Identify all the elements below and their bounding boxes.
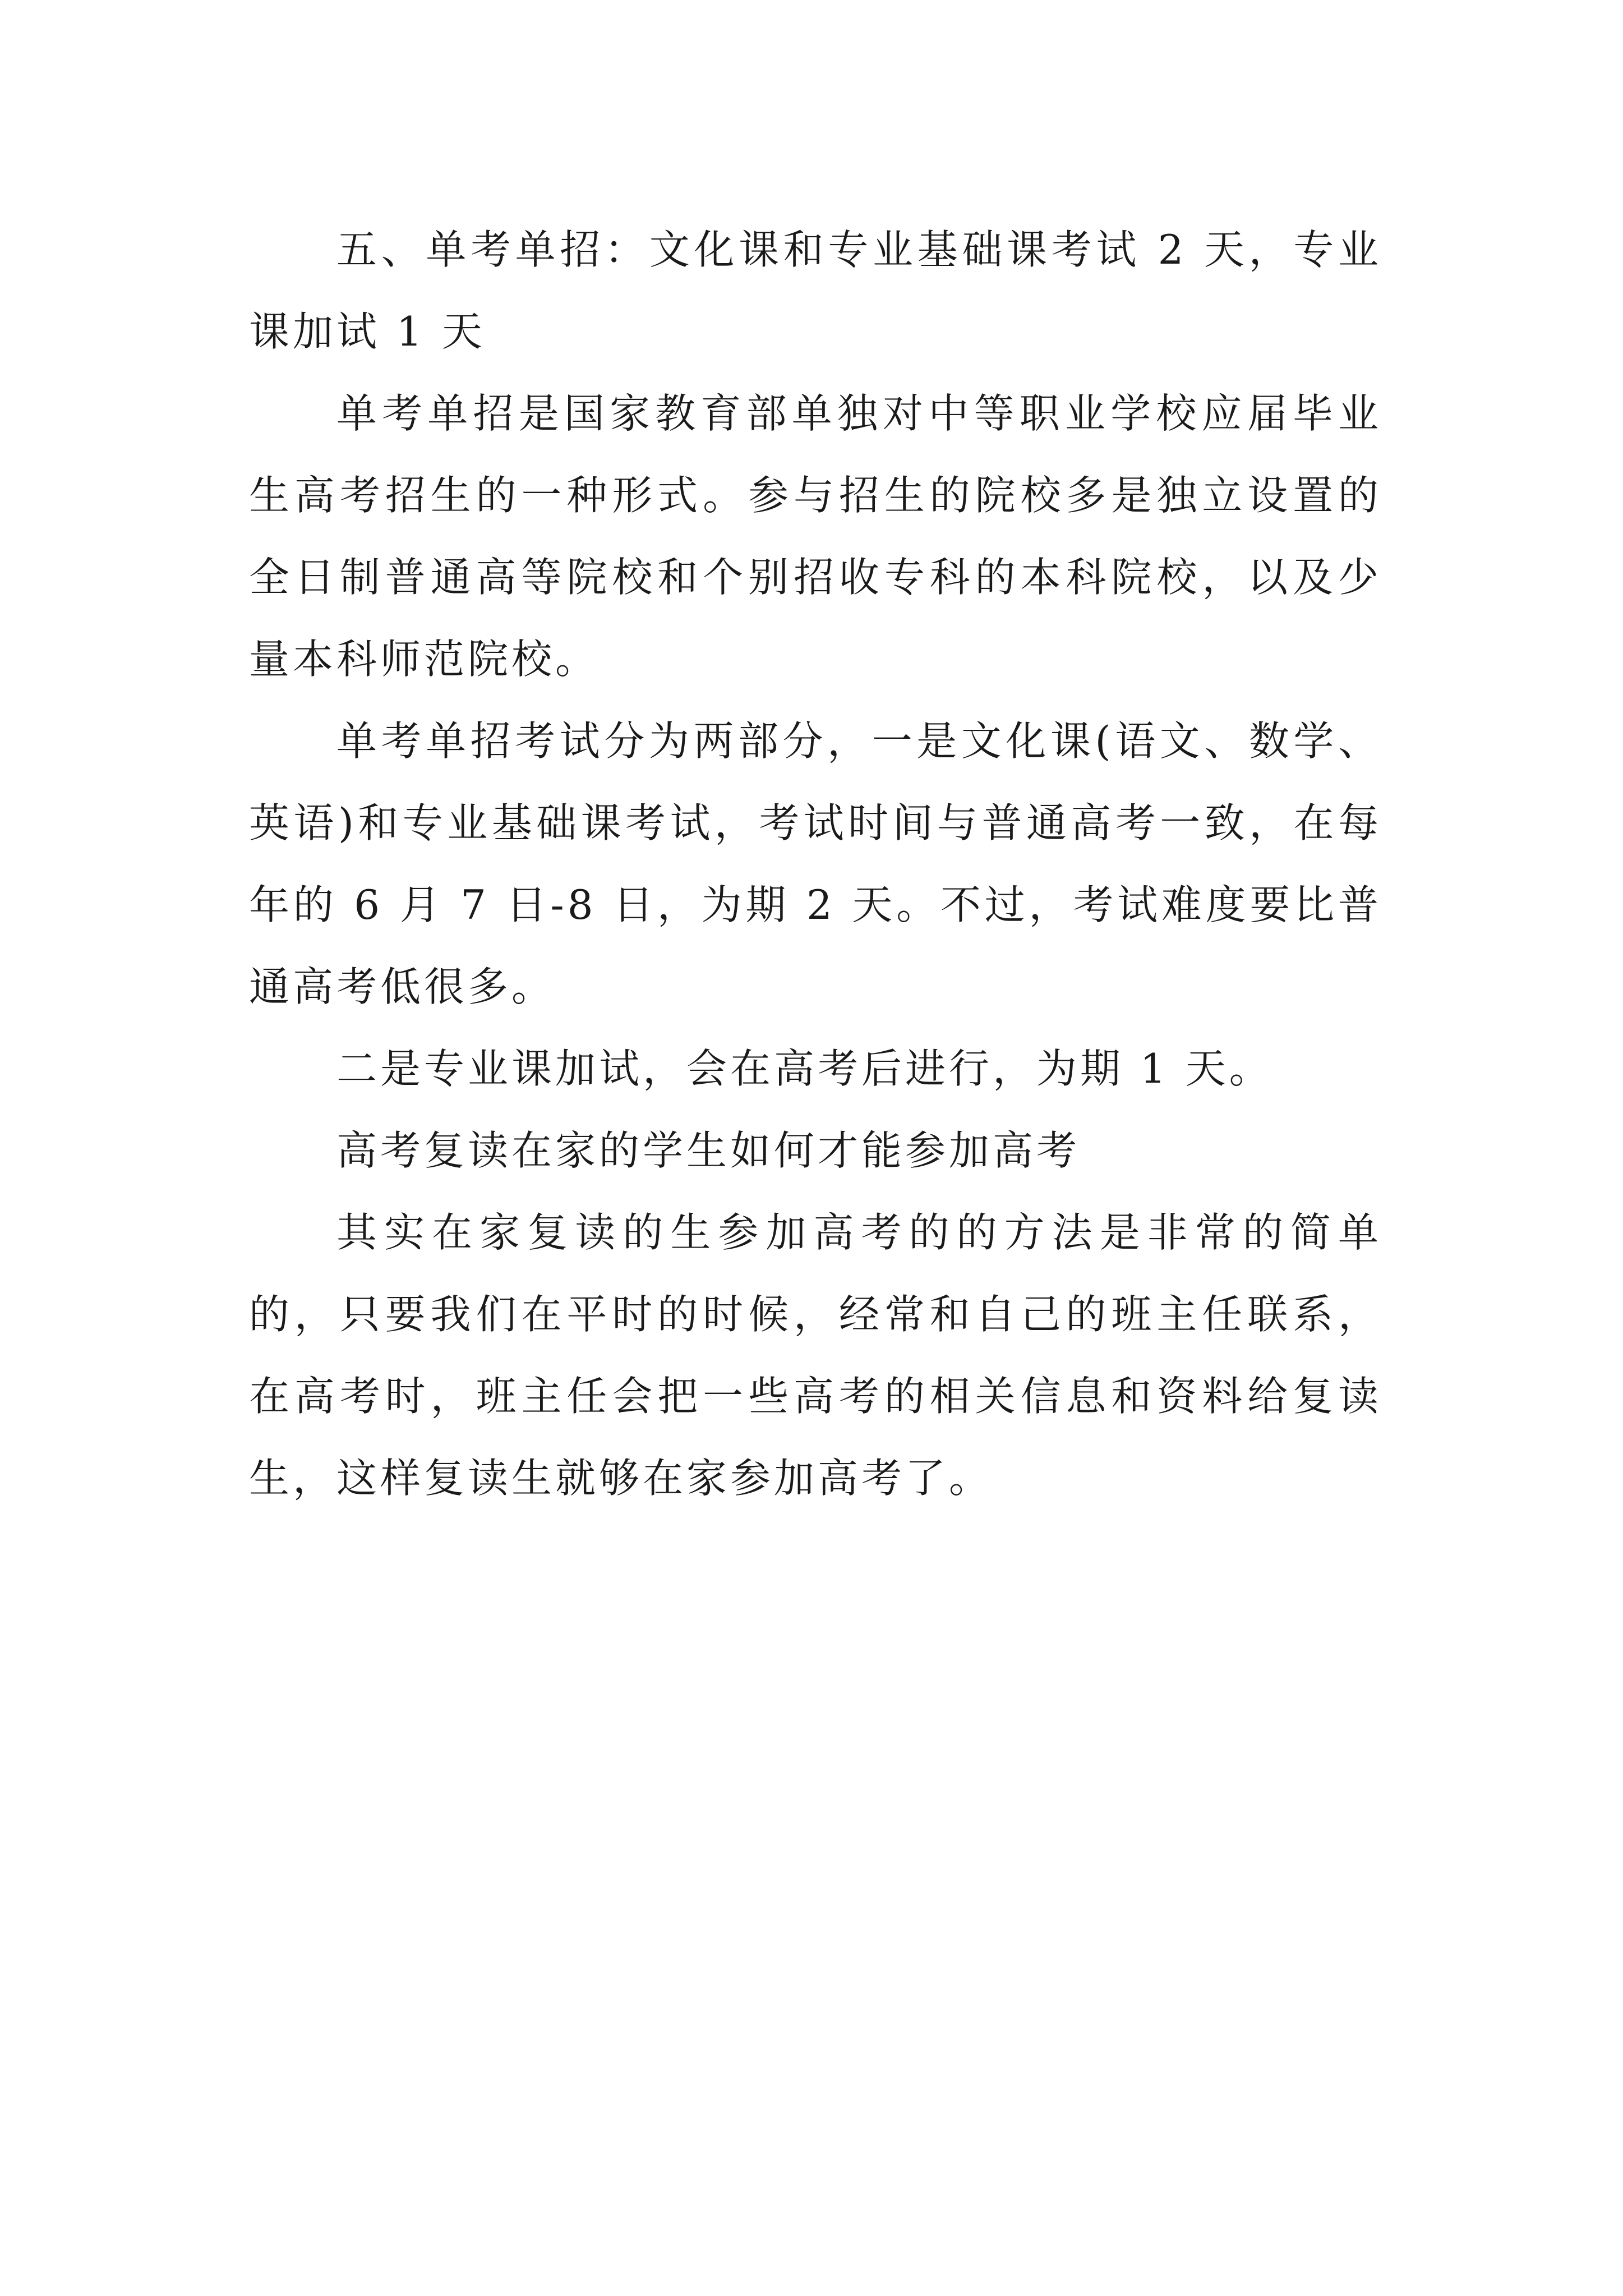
paragraph: 二是专业课加试，会在高考后进行，为期 1 天。: [336, 1045, 1273, 1092]
paragraph: 单考单招是国家教育部单独对中等职业学校应届毕业生高考招生的一种形式。参与招生的院校多是独立设置的全日制普通高等院校和个别招收专科的本科院校，以及少量本科师范院校。: [249, 390, 1382, 683]
section-heading: 五、单考单招：文化课和专业基础课考试 2 天，专业课加试 1 天: [249, 226, 1382, 355]
document-body: [249, 209, 1382, 1519]
paragraph: 其实在家复读的生参加高考的的方法是非常的简单的，只要我们在平时的时候，经常和自己的班主任联系，在高考时，班主任会把一些高考的相关信息和资料给复读生，这样复读生就够在家参加高考了。: [249, 1209, 1382, 1502]
paragraph: 单考单招考试分为两部分，一是文化课(语文、数学、英语)和专业基础课考试，考试时间与普通高考一致，在每年的 6 月 7 日-8 日，为期 2 天。不过，考试难度要比普通高考低很多。: [249, 717, 1382, 1010]
subheading: 高考复读在家的学生如何才能参加高考: [336, 1127, 1081, 1174]
